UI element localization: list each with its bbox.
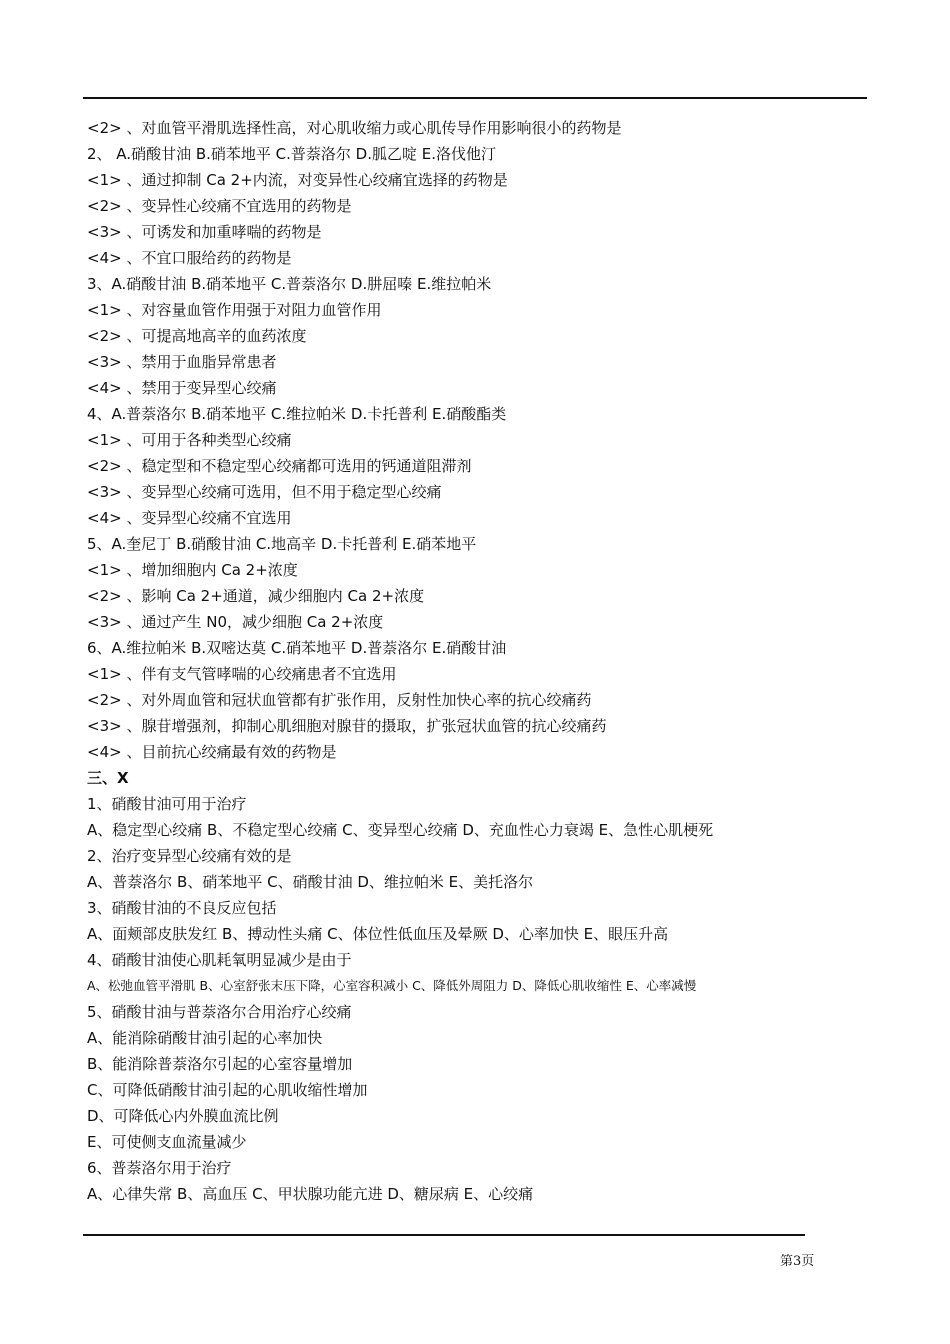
option-line: C、可降低硝酸甘油引起的心肌收缩性增加 — [87, 1081, 368, 1099]
option-line: B、能消除普萘洛尔引起的心室容量增加 — [87, 1055, 353, 1073]
question-stem: 6、普萘洛尔用于治疗 — [87, 1159, 232, 1177]
question-options: 4、A.普萘洛尔 B.硝苯地平 C.维拉帕米 D.卡托普利 E.硝酸酯类 — [87, 405, 507, 423]
text-line: <2> 、稳定型和不稳定型心绞痛都可选用的钙通道阻滞剂 — [87, 457, 472, 475]
question-stem: 1、硝酸甘油可用于治疗 — [87, 795, 247, 813]
question-stem: 5、硝酸甘油与普萘洛尔合用治疗心绞痛 — [87, 1003, 352, 1021]
text-line: <3> 、变异型心绞痛可选用，但不用于稳定型心绞痛 — [87, 483, 442, 501]
text-line: <4> 、变异型心绞痛不宜选用 — [87, 509, 292, 527]
header-rule — [83, 97, 867, 99]
question-options: 2、 A.硝酸甘油 B.硝苯地平 C.普萘洛尔 D.胍乙啶 E.洛伐他汀 — [87, 145, 497, 163]
text-line: <3> 、禁用于血脂异常患者 — [87, 353, 277, 371]
question-options: A、松弛血管平滑肌 B、心室舒张末压下降，心室容积减小 C、降低外周阻力 D、降低心肌收缩性 E、心率减慢 — [87, 978, 697, 993]
text-line: <4> 、不宜口服给药的药物是 — [87, 249, 292, 267]
footer-rule — [83, 1234, 805, 1236]
document-body — [87, 115, 887, 1207]
question-options: 6、A.维拉帕米 B.双嘧达莫 C.硝苯地平 D.普萘洛尔 E.硝酸甘油 — [87, 639, 507, 657]
text-line: <3> 、通过产生 N0，减少细胞 Ca 2+浓度 — [87, 613, 384, 631]
question-options: A、心律失常 B、高血压 C、甲状腺功能亢进 D、糖尿病 E、心绞痛 — [87, 1185, 534, 1203]
text-line: <1> 、伴有支气管哮喘的心绞痛患者不宜选用 — [87, 665, 397, 683]
text-line: <2> 、可提高地高辛的血药浓度 — [87, 327, 307, 345]
text-line: <3> 、可诱发和加重哮喘的药物是 — [87, 223, 322, 241]
option-line: A、能消除硝酸甘油引起的心率加快 — [87, 1029, 323, 1047]
question-options: 3、A.硝酸甘油 B.硝苯地平 C.普萘洛尔 D.肼屈嗪 E.维拉帕米 — [87, 275, 492, 293]
text-line: <1> 、可用于各种类型心绞痛 — [87, 431, 292, 449]
section-heading: 三、X — [87, 769, 129, 787]
text-line: <2> 、对外周血管和冠状血管都有扩张作用，反射性加快心率的抗心绞痛药 — [87, 691, 592, 709]
question-stem: 3、硝酸甘油的不良反应包括 — [87, 899, 277, 917]
question-stem: 2、治疗变异型心绞痛有效的是 — [87, 847, 292, 865]
question-options: A、面颊部皮肤发红 B、搏动性头痛 C、体位性低血压及晕厥 D、心率加快 E、眼压升高 — [87, 925, 669, 943]
option-line: E、可使侧支血流量减少 — [87, 1133, 247, 1151]
text-line: <3> 、腺苷增强剂，抑制心肌细胞对腺苷的摄取，扩张冠状血管的抗心绞痛药 — [87, 717, 607, 735]
question-options: A、稳定型心绞痛 B、不稳定型心绞痛 C、变异型心绞痛 D、充血性心力衰竭 E、急性心肌梗死 — [87, 821, 714, 839]
page-number: 第3页 — [780, 1254, 815, 1269]
text-line: <4> 、目前抗心绞痛最有效的药物是 — [87, 743, 337, 761]
text-line: <2> 、变异性心绞痛不宜选用的药物是 — [87, 197, 352, 215]
question-stem: 4、硝酸甘油使心肌耗氧明显减少是由于 — [87, 951, 352, 969]
text-line: <2> 、对血管平滑肌选择性高，对心肌收缩力或心肌传导作用影响很小的药物是 — [87, 119, 622, 137]
question-options: A、普萘洛尔 B、硝苯地平 C、硝酸甘油 D、维拉帕米 E、美托洛尔 — [87, 873, 534, 891]
text-line: <1> 、增加细胞内 Ca 2+浓度 — [87, 561, 298, 579]
text-line: <1> 、通过抑制 Ca 2+内流，对变异性心绞痛宜选择的药物是 — [87, 171, 508, 189]
text-line: <1> 、对容量血管作用强于对阻力血管作用 — [87, 301, 382, 319]
text-line: <2> 、影响 Ca 2+通道，减少细胞内 Ca 2+浓度 — [87, 587, 425, 605]
text-line: <4> 、禁用于变异型心绞痛 — [87, 379, 277, 397]
option-line: D、可降低心内外膜血流比例 — [87, 1107, 279, 1125]
question-options: 5、A.奎尼丁 B.硝酸甘油 C.地高辛 D.卡托普利 E.硝苯地平 — [87, 535, 477, 553]
